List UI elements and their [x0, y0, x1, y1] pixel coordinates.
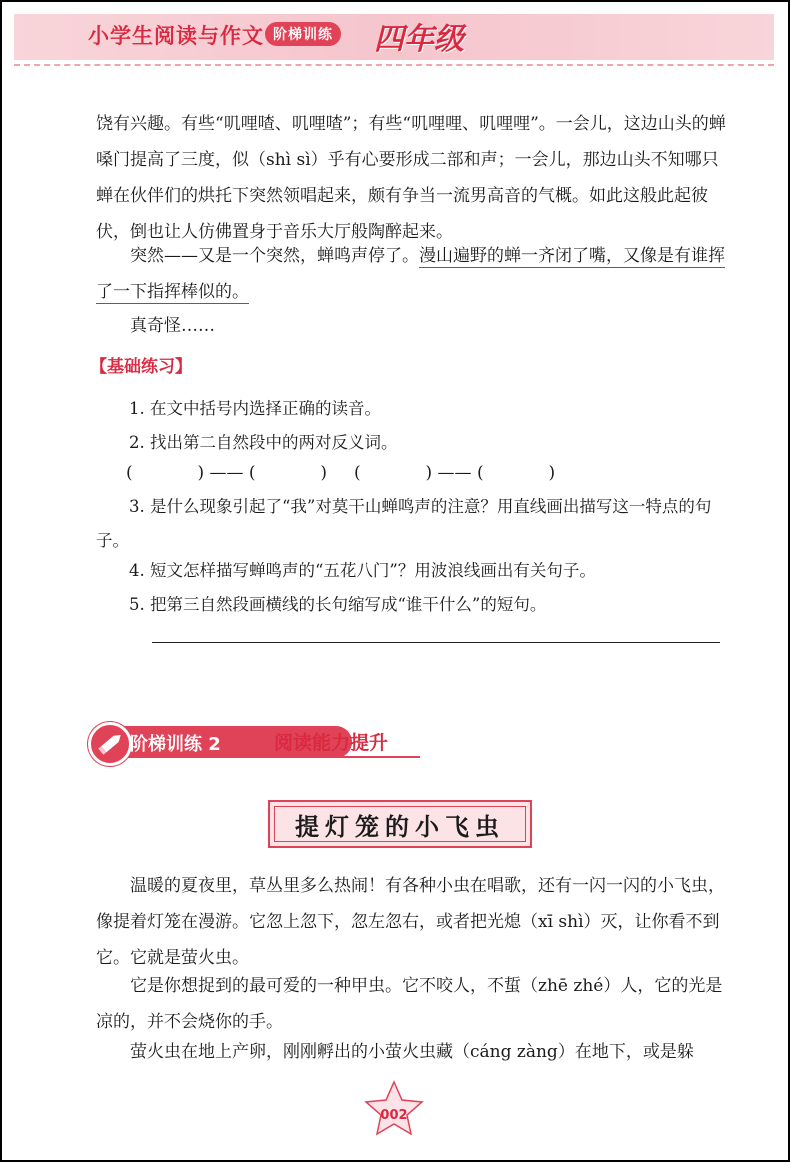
- passage-text: 饶有兴趣。有些“叽哩喳、叽哩喳”；有些“叽哩哩、叽哩哩”。一会儿，这边山头的蝉嗓门提高了三度，似（shì sì）乎有心要形成二部和声；一会儿，那边山头不知哪只蝉在伙伴们的烘托下突然领唱起来，颇有争当一流男高音的气概。如此这般此起彼伏，倒也让人仿佛置身于音乐大厅般陶醉起来。: [96, 114, 726, 242]
- exercise-heading: 【基础练习】: [90, 357, 192, 377]
- section-rule: [270, 756, 420, 758]
- section-banner: [84, 718, 424, 764]
- answer-line[interactable]: [152, 642, 720, 643]
- question-2: 2. 找出第二自然段中的两对反义词。: [129, 433, 398, 452]
- blank-row: ( ) —— ( ) ( ) —— ( ): [126, 463, 556, 483]
- grade-label: 四年级: [374, 22, 464, 57]
- question-4: 4. 短文怎样描写蝉鸣声的“五花八门”？用波浪线画出有关句子。: [129, 561, 596, 580]
- question-1: 1. 在文中括号内选择正确的读音。: [129, 399, 381, 418]
- header-divider: [14, 64, 774, 66]
- series-title: 小学生阅读与作文: [88, 24, 264, 48]
- article-title-box: [268, 800, 532, 848]
- underlined-sentence: 漫山遍野的蝉一齐闭了嘴，又像是有谁挥了一下指挥棒似的。: [96, 246, 725, 302]
- passage-paragraph: [96, 106, 730, 250]
- passage-text: 真奇怪……: [130, 316, 215, 336]
- series-badge: 阶梯训练: [265, 22, 341, 46]
- antonym-blanks[interactable]: [126, 456, 686, 490]
- passage-paragraph: [96, 238, 730, 310]
- question-3: 3. 是什么现象引起了“我”对莫干山蝉鸣声的注意？用直线画出描写这一特点的句子。: [96, 497, 712, 550]
- article-paragraph: 萤火虫在地上产卵，刚刚孵出的小萤火虫藏（cáng zàng）在地下，或是躲: [130, 1042, 694, 1062]
- article-paragraph: 它是你想捉到的最可爱的一种甲虫。它不咬人，不蜇（zhē zhé）人，它的光是凉的，并不会烧你的手。: [96, 976, 723, 1032]
- article-title: 提灯笼的小飞虫: [295, 811, 505, 841]
- passage-paragraph: [96, 308, 730, 344]
- question-5: 5. 把第三自然段画横线的长句缩写成“谁干什么”的短句。: [129, 595, 547, 614]
- page-number-badge: [358, 1078, 430, 1138]
- section-subtitle: 阅读能力提升: [274, 732, 389, 754]
- article-paragraph: 温暖的夏夜里，草丛里多么热闹！有各种小虫在唱歌，还有一闪一闪的小飞虫，像提着灯笼在漫游。它忽上忽下，忽左忽右，或者把光熄（xī shì）灭，让你看不到它。它就是萤火虫。: [96, 876, 725, 968]
- section-label: 阶梯训练 2: [130, 734, 221, 755]
- passage-text: 突然——又是一个突然，蝉鸣声停了。: [130, 246, 419, 266]
- pencil-icon: [88, 722, 132, 766]
- page-number: 002: [380, 1108, 408, 1123]
